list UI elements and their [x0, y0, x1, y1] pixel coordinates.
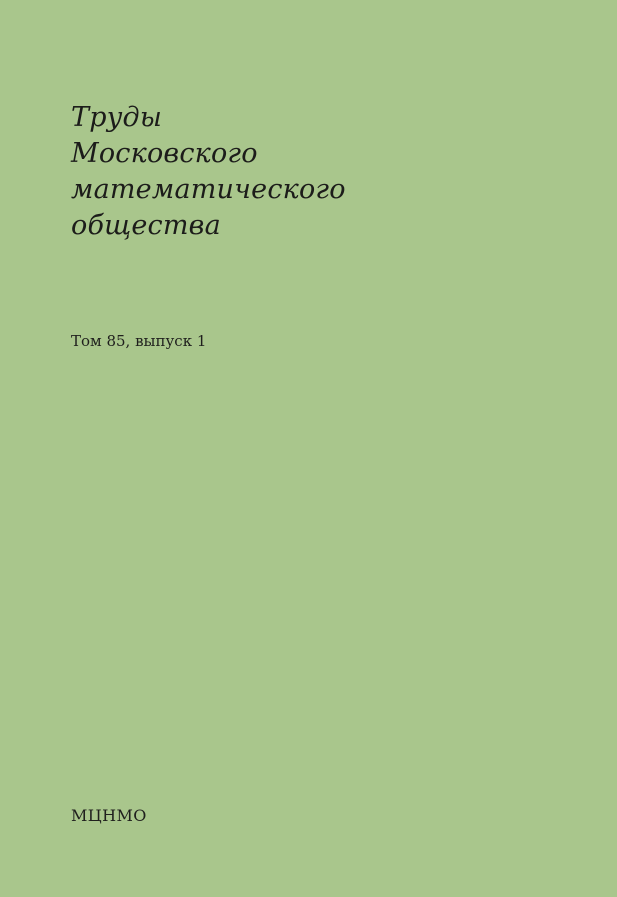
title-line-1: Труды — [71, 102, 163, 133]
volume-issue-label: Том 85, выпуск 1 — [71, 332, 207, 350]
title-line-2: Московского — [71, 138, 258, 169]
publisher-name: МЦНМО — [71, 806, 147, 825]
title-line-4: общества — [71, 210, 221, 241]
title-line-3: математического — [71, 174, 346, 205]
page-title — [71, 100, 491, 244]
